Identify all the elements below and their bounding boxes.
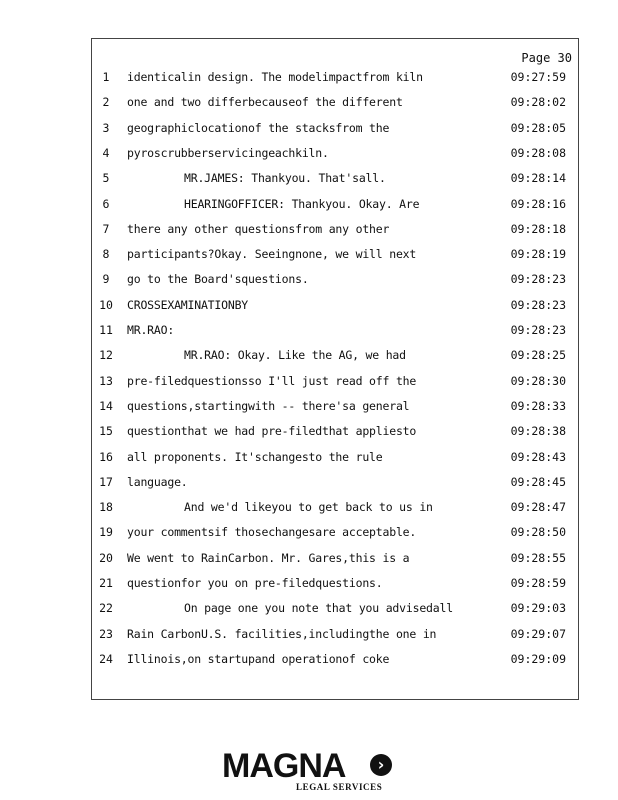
transcript-line	[92, 525, 578, 545]
line-text: go to the Board'squestions.	[127, 272, 309, 287]
transcript-line	[92, 601, 578, 621]
timestamp: 09:28:30	[510, 373, 566, 388]
line-text: And we'd likeyou to get back to us in	[184, 500, 433, 515]
transcript-line	[92, 247, 578, 267]
line-text: Rain CarbonU.S. facilities,includingthe one in	[127, 626, 437, 641]
line-text: geographiclocationof the stacksfrom the	[127, 120, 390, 135]
line-text: HEARINGOFFICER: Thankyou. Okay. Are	[184, 196, 420, 211]
line-text: We went to RainCarbon. Mr. Gares,this is a	[127, 550, 410, 565]
timestamp: 09:28:18	[510, 221, 566, 236]
line-number: 15	[99, 424, 113, 439]
line-text: On page one you note that you advisedall	[184, 601, 453, 616]
transcript-line	[92, 197, 578, 217]
line-number: 12	[99, 348, 113, 363]
transcript-line	[92, 399, 578, 419]
timestamp: 09:28:14	[510, 171, 566, 186]
timestamp: 09:28:47	[510, 500, 566, 515]
transcript-line	[92, 95, 578, 115]
transcript-line	[92, 424, 578, 444]
transcript-line	[92, 551, 578, 571]
line-number: 18	[99, 500, 113, 515]
timestamp: 09:28:38	[510, 424, 566, 439]
line-number: 3	[102, 120, 110, 135]
line-number: 16	[99, 449, 113, 464]
transcript-line	[92, 652, 578, 672]
line-number: 1	[102, 70, 110, 84]
timestamp: 09:28:08	[510, 145, 566, 160]
transcript-page	[91, 38, 579, 700]
line-text: pyroscrubberservicingeachkiln.	[127, 145, 329, 160]
line-number: 6	[102, 196, 110, 211]
line-number: 13	[99, 373, 113, 388]
timestamp: 09:28:05	[510, 120, 566, 135]
line-text: CROSSEXAMINATIONBY	[127, 297, 249, 312]
timestamp: 09:28:33	[510, 398, 566, 413]
line-text: all proponents. It'schangesto the rule	[127, 449, 383, 464]
line-number: 17	[99, 474, 113, 489]
timestamp: 09:28:25	[510, 348, 566, 363]
transcript-line	[92, 627, 578, 647]
line-number: 8	[102, 247, 110, 262]
line-text: MR.JAMES: Thankyou. That'sall.	[184, 171, 386, 186]
line-number: 19	[99, 525, 113, 540]
page-number: Page 30	[521, 51, 572, 65]
transcript-line	[92, 500, 578, 520]
line-text: identicalin design. The modelimpactfrom kiln	[127, 70, 423, 84]
timestamp: 09:28:23	[510, 323, 566, 337]
transcript-line	[92, 272, 578, 292]
line-text: questionthat we had pre-filedthat appliesto	[127, 424, 417, 439]
line-number: 24	[99, 651, 113, 666]
timestamp: 09:28:23	[510, 272, 566, 287]
timestamp: 09:28:45	[510, 474, 566, 489]
line-number: 21	[99, 576, 113, 590]
timestamp: 09:29:09	[510, 651, 566, 666]
line-text: one and two differbecauseof the different	[127, 95, 403, 110]
transcript-line	[92, 374, 578, 394]
line-text: Illinois,on startupand operationof coke	[127, 651, 390, 666]
transcript-line	[92, 576, 578, 596]
timestamp: 09:29:03	[510, 601, 566, 616]
line-number: 2	[102, 95, 110, 110]
timestamp: 09:28:50	[510, 525, 566, 540]
line-text: questionfor you on pre-filedquestions.	[127, 576, 383, 590]
line-number: 23	[99, 626, 113, 641]
line-number: 10	[99, 297, 113, 312]
line-number: 7	[102, 221, 110, 236]
transcript-line	[92, 298, 578, 318]
timestamp: 09:28:59	[510, 576, 566, 590]
line-number: 20	[99, 550, 113, 565]
transcript-line	[92, 450, 578, 470]
transcript-line	[92, 146, 578, 166]
line-number: 22	[99, 601, 113, 616]
line-text: participants?Okay. Seeingnone, we will next	[127, 247, 417, 262]
magna-logo	[222, 748, 397, 794]
line-number: 11	[99, 323, 113, 337]
line-number: 14	[99, 398, 113, 413]
line-text: pre-filedquestionsso I'll just read off the	[127, 373, 417, 388]
line-text: MR.RAO: Okay. Like the AG, we had	[184, 348, 406, 363]
transcript-line	[92, 475, 578, 495]
timestamp: 09:28:23	[510, 297, 566, 312]
transcript-line	[92, 70, 578, 90]
timestamp: 09:28:55	[510, 550, 566, 565]
transcript-line	[92, 222, 578, 242]
transcript-line	[92, 348, 578, 368]
transcript-line	[92, 323, 578, 343]
line-number: 5	[102, 171, 110, 186]
logo-subtitle: LEGAL SERVICES	[296, 782, 383, 792]
timestamp: 09:29:07	[510, 626, 566, 641]
logo-wordmark: MAGNA	[222, 747, 346, 785]
line-text: your commentsif thosechangesare acceptable.	[127, 525, 417, 540]
arrow-circle-icon: ›	[370, 754, 392, 776]
transcript-line	[92, 121, 578, 141]
line-text: there any other questionsfrom any other	[127, 221, 390, 236]
line-text: language.	[127, 474, 188, 489]
line-text: MR.RAO:	[127, 323, 175, 337]
timestamp: 09:27:59	[510, 70, 566, 84]
line-number: 9	[102, 272, 110, 287]
line-text: questions,startingwith -- there'sa general	[127, 398, 410, 413]
timestamp: 09:28:19	[510, 247, 566, 262]
transcript-line	[92, 171, 578, 191]
timestamp: 09:28:16	[510, 196, 566, 211]
line-number: 4	[102, 145, 110, 160]
timestamp: 09:28:02	[510, 95, 566, 110]
timestamp: 09:28:43	[510, 449, 566, 464]
